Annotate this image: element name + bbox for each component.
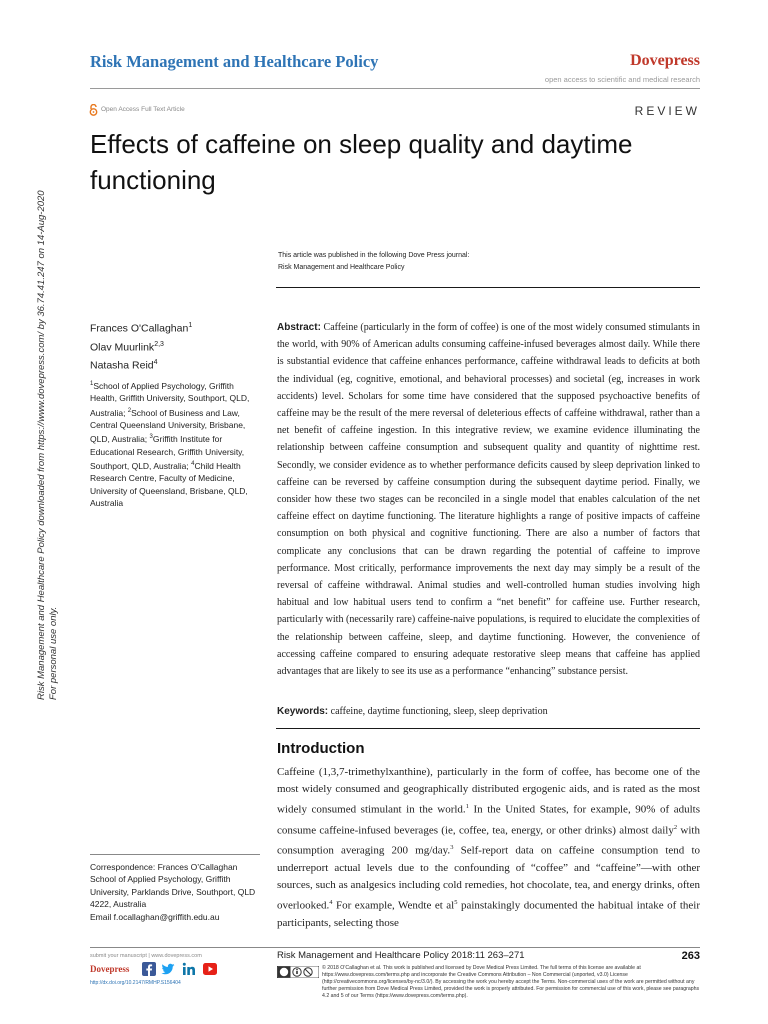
citation-ref[interactable]: 5 [454,898,458,906]
page-number: 263 [681,950,700,962]
abstract [277,319,700,680]
download-watermark [36,160,60,700]
submit-manuscript-link[interactable]: submit your manuscript | www.dovepress.com [90,953,202,959]
citation-ref[interactable]: 4 [329,898,333,906]
publisher-brand[interactable]: Dovepress [630,52,700,69]
author-name[interactable]: Frances O'Callaghan$^1$ [90,322,193,335]
correspondence [90,861,265,923]
youtube-icon[interactable] [203,962,217,976]
download-watermark-line1: Risk Management and Healthcare Policy downloaded from https://www.dovepress.com/ by 36.74.41.247 on 14-Aug-2020 [36,190,47,700]
open-access-icon [89,104,98,116]
abstract-divider [276,728,700,729]
facebook-icon[interactable] [142,962,156,976]
download-watermark-line2: For personal use only. [48,606,59,700]
linkedin-icon[interactable] [182,962,196,976]
introduction-body: Caffeine (1,3,7-trimethylxanthine), particularly in the form of coffee, has become one of the most widely consumed and geographically distributed ergogenic aids, and is rated as the most widely consumed stimulant in the world.$^1$ In the United States, for example, 90% of adults consume caffeine-infused beverages (ie, coffee, tea, energy, or other drinks) almost daily$^2$ with consumption averaging 200 mg/day.$^3$ Self-report data on caffeine consumption tend to underreport actual levels due to the confounding of “coffee” and “caffeine”—with other sources, such as analgesics including cold remedies, hot chocolate, tea, and energy drinks, often overlooked.$^4$ For example, Wendte et $al^5$ painstakingly documented the habitual intake of their participants, selecting those [277,766,700,929]
publication-note-journal: Risk Management and Healthcare Policy [278,264,405,271]
publisher-tagline: open access to scientific and medical research [544,75,700,84]
correspondence-name: Correspondence: Frances O’Callaghan [90,862,238,872]
article-type: REVIEW [634,104,700,118]
footer-brand[interactable]: Dovepress [90,964,130,974]
keywords [277,706,700,717]
abstract-text: Caffeine (particularly in the form of coffee) is one of the most widely consumed stimulants in the world, with 90% of American adults consuming caffeine-infused beverages almost daily. While there is substantial evidence that caffeine enhances performance, caffeine withdrawal leads to deficits at both the individual (eg, cognitive, emotional, and behavioral processes) and societal (eg, increases in work accidents) level. Scholars for some time have considered that the supposed psychoactive benefits of caffeine may be the result of the mere reversal of deleterious effects of caffeine withdrawal, rather than a net benefit of caffeine ingestion. In this integrative review, we examine evidence illuminating the relationship between caffeine consumption and subsequent quality and quantity of nighttime rest. Secondly, we consider evidence as to whether performance deficits caused by sleep deprivation linked to caffeine can be reversed by caffeine consumption during the subsequent daytime period. Finally, we consider how these two stages can be reconciled in a single model that enables calculation of the net caffeine effect on daytime functioning. The literature highlights a range of positive impacts of caffeine consumption on both physical and cognitive functioning. There are also a number of factors that complicate any conclusions that can be drawn regarding the potential of caffeine to improve performance. Most critically, performance improvements the next day may simply be a result of the reversal of caffeine withdrawal. Animal studies and well-controlled human studies involving high habitual and low habitual users tend to confirm a “net benefit” for caffeine use. Further research, particularly with (necessarily rare) caffeine-naive populations, is required to elucidate the complexities of the relationship between caffeine, sleep, and daytime functioning. However, the convenience of accessing caffeine compared to ensuring adequate restorative sleep means that caffeine has applied advantages that are likely to see its use as a performance “enhancing” substance persist. [277,322,700,678]
license-notice: © 2018 O’Callaghan et al. This work is published and licensed by Dove Medical Press Limited. The full terms of this license are available at https://www.dovepress.com/terms.php and incorporate the Creative Commons Attribution – Non Commercial (unported, v3.0) License (http://creativecommons.org/licenses/by-nc/3.0/). By accessing the work you hereby accept the Terms. Non-commercial uses of the work are permitted without any further permission from Dove Medical Press Limited, provided the work is properly attributed. For permission for commercial use of this work, please see paragraphs 4.2 and 5 of our Terms (https://www.dovepress.com/terms.php). [322,965,700,999]
article-title: Effects of caffeine on sleep quality and daytime functioning [90,129,633,195]
publication-note-divider [276,287,700,288]
twitter-icon[interactable] [161,962,175,976]
author-name[interactable]: Natasha Reid$^4$ [90,359,158,372]
publication-note-line1: This article was published in the following Dove Press journal: [278,252,470,259]
citation-ref[interactable]: 2 [673,823,678,831]
correspondence-divider [90,854,260,855]
doi-link[interactable]: http://dx.doi.org/10.2147/RMHP.S156404 [90,980,181,986]
footer-journal-citation: Risk Management and Healthcare Policy 2018:11 263–271 [277,950,525,961]
abstract-label: Abstract: [277,322,321,333]
citation-ref[interactable]: 3 [450,844,454,852]
open-access-label: Open Access Full Text Article [101,106,185,113]
header-divider [90,88,700,89]
keywords-label: Keywords: [277,706,329,717]
introduction-heading: Introduction [277,740,365,757]
keywords-text: caffeine, daytime functioning, sleep, sleep deprivation [328,706,548,717]
journal-title: Risk Management and Healthcare Policy [90,52,379,71]
correspondence-address: School of Applied Psychology, Griffith University, Parklands Drive, Southport, QLD 4222, Australia [90,874,256,910]
author-name[interactable]: Olav Muurlink$^{2,3}$ [90,340,164,353]
publication-note [278,250,469,274]
creative-commons-icon[interactable] [277,966,319,978]
citation-ref[interactable]: 1 [465,803,469,810]
footer-divider [90,947,700,948]
affiliations: $^1$School of Applied Psychology, Griffith Health, Griffith University, Southport, QLD, Australia; $^2$School of Business and Law, Central Queensland University, Brisbane, QLD, Australia; $^3$Griffith Institute for Educational Research, Griffith University, Southport, QLD, Australia; $^4$Child Health Research Centre, Faculty of Medicine, University of Queensland, Brisbane, QLD, Australia [90,380,250,508]
author-list [90,318,192,374]
correspondence-email[interactable]: Email f.ocallaghan@griffith.edu.au [90,911,220,922]
